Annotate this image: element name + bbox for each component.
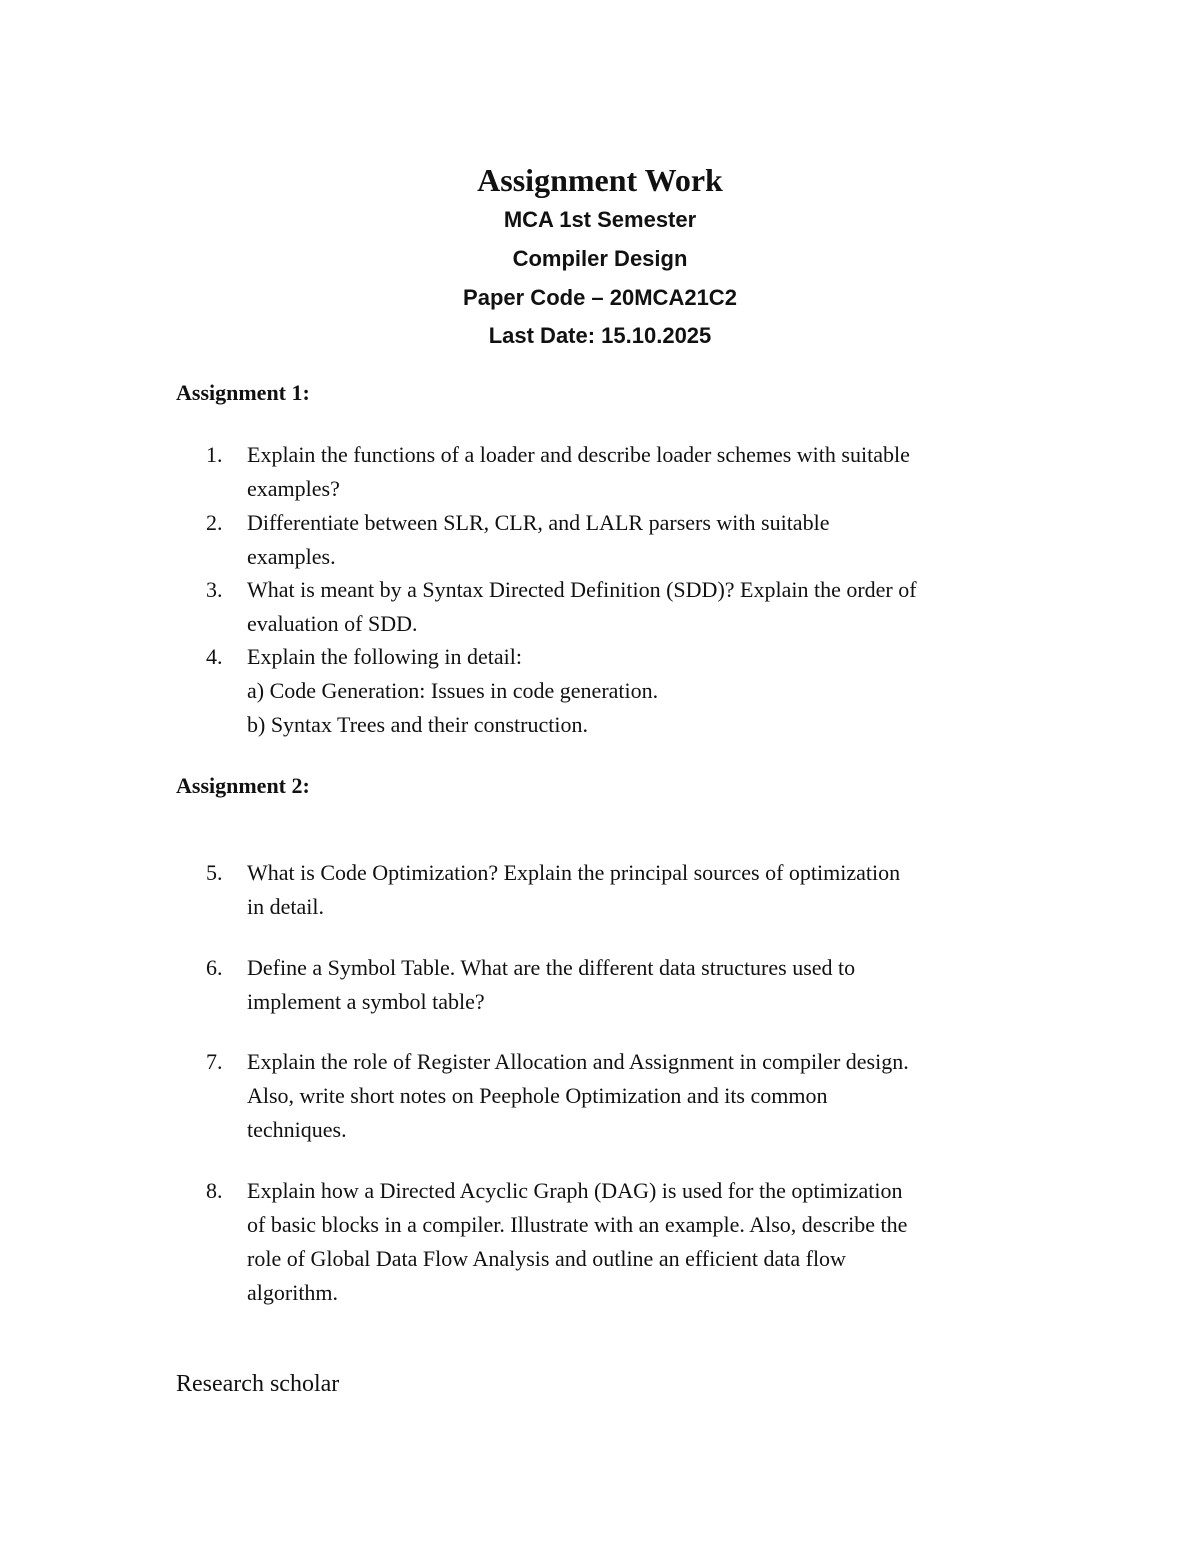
question-line: Differentiate between SLR, CLR, and LALR parsers with suitable	[247, 510, 830, 535]
question-line: algorithm.	[247, 1280, 339, 1305]
question-line: Explain the following in detail:	[247, 644, 522, 669]
question-line: examples.	[247, 544, 336, 569]
question-line: in detail.	[247, 894, 324, 919]
question-number: 3.	[206, 577, 223, 602]
question-text	[247, 573, 1037, 641]
question-number: 8.	[206, 1178, 223, 1203]
question-line: evaluation of SDD.	[247, 611, 418, 636]
question-number: 2.	[206, 510, 223, 535]
question-line: Explain the role of Register Allocation and Assignment in compiler design.	[247, 1049, 909, 1074]
assignment-2-heading: Assignment 2:	[176, 773, 310, 798]
question-text	[247, 856, 1037, 924]
assignment-1-heading: Assignment 1:	[176, 380, 310, 405]
question-line: What is meant by a Syntax Directed Definition (SDD)? Explain the order of	[247, 577, 917, 602]
question-line: examples?	[247, 476, 340, 501]
page-title: Assignment Work	[477, 162, 723, 198]
question-text	[247, 1045, 1037, 1147]
question-subpart: b) Syntax Trees and their construction.	[247, 712, 588, 737]
question-line: Also, write short notes on Peephole Optimization and its common	[247, 1083, 828, 1108]
question-number: 1.	[206, 442, 223, 467]
question-subpart: a) Code Generation: Issues in code generation.	[247, 678, 659, 703]
subject-line: Compiler Design	[512, 246, 688, 271]
semester-line: MCA 1st Semester	[503, 207, 697, 232]
question-text	[247, 640, 1037, 742]
last-date-line: Last Date: 15.10.2025	[488, 323, 712, 348]
question-number: 5.	[206, 860, 223, 885]
question-number: 4.	[206, 644, 223, 669]
question-line: What is Code Optimization? Explain the principal sources of optimization	[247, 860, 901, 885]
question-text	[247, 1174, 1037, 1310]
question-text	[247, 506, 1037, 574]
question-number: 6.	[206, 955, 223, 980]
question-line: of basic blocks in a compiler. Illustrate with an example. Also, describe the	[247, 1212, 908, 1237]
paper-code-line: Paper Code – 20MCA21C2	[463, 285, 737, 310]
question-line: implement a symbol table?	[247, 989, 485, 1014]
question-line: techniques.	[247, 1117, 347, 1142]
question-line: Define a Symbol Table. What are the different data structures used to	[247, 955, 856, 980]
question-text	[247, 951, 1037, 1019]
question-text	[247, 438, 1037, 506]
footer-signature: Research scholar	[176, 1371, 340, 1397]
question-number: 7.	[206, 1049, 223, 1074]
question-line: Explain how a Directed Acyclic Graph (DAG) is used for the optimization	[247, 1178, 903, 1203]
question-line: Explain the functions of a loader and describe loader schemes with suitable	[247, 442, 910, 467]
question-line: role of Global Data Flow Analysis and outline an efficient data flow	[247, 1246, 846, 1271]
